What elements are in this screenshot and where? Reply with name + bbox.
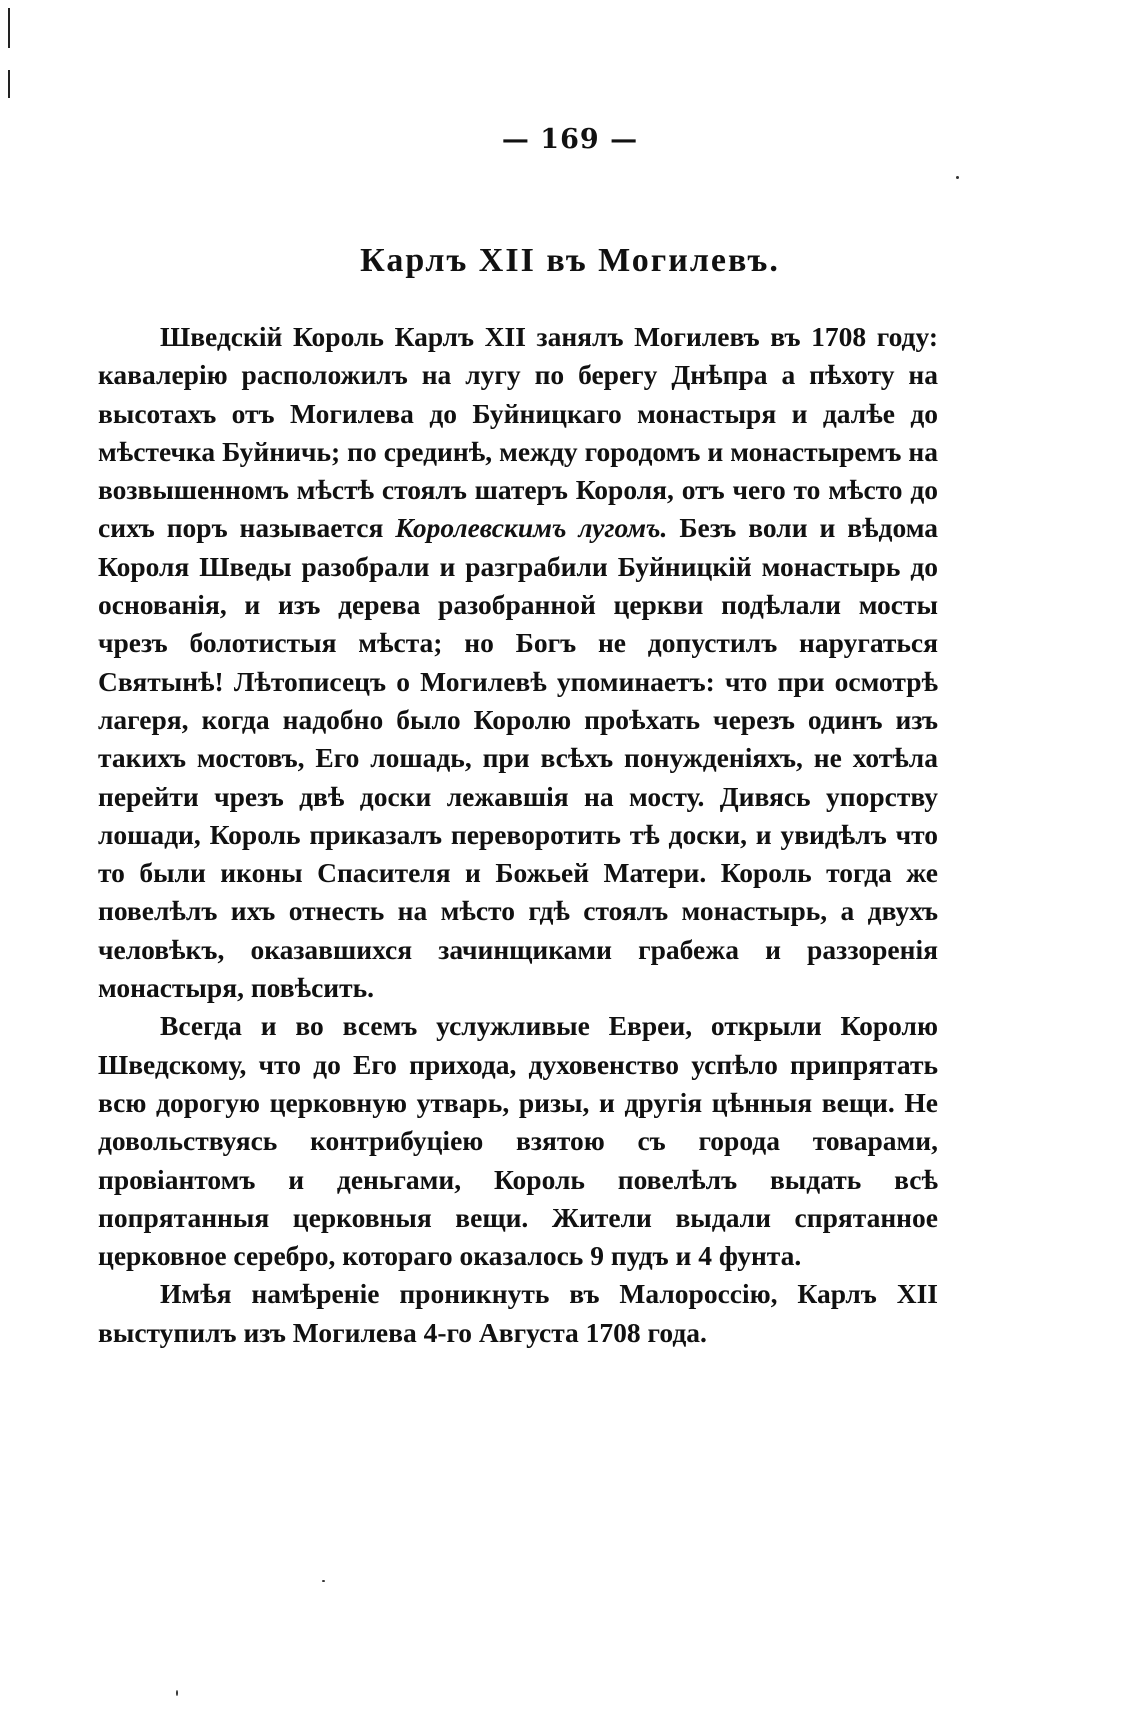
paragraph-3: Имѣя намѣреніе проникнуть въ Малороссію, Карлъ XII выступилъ изъ Могилева 4-го Августа 1708 года. (98, 1278, 938, 1348)
scan-edge-mark (8, 8, 10, 48)
scan-speck (176, 1690, 178, 1696)
paragraph-1-text-b: Безъ воли и вѣдома Короля Шведы разобрали и разграбили Буйницкій монастырь до основанія, и изъ дерева разобранной церкви подѣлали мосты чрезъ болотистыя мѣста; но Богъ не допустилъ наругаться Святынѣ! Лѣтописецъ о Могилевѣ упоминаетъ: что при осмотрѣ лагеря, когда надобно было Королю проѣхать черезъ одинъ изъ такихъ мостовъ, Его лошадь, при всѣхъ понужденіяхъ, не хотѣла перейти чрезъ двѣ доски лежавшія на мосту. Дивясь упорству лошади, Король приказалъ переворотить тѣ доски, и увидѣлъ что то были иконы Спасителя и Божьей Матери. Король тогда же повелѣлъ ихъ отнесть на мѣсто гдѣ стоялъ монастырь, а двухъ человѣкъ, оказавшихся зачинщиками грабежа и раззоренія монастыря, повѣсить. (98, 512, 938, 1004)
paragraph-2: Всегда и во всемъ услужливые Евреи, открыли Королю Шведскому, что до Его прихода, духовенство успѣло припрятать всю дорогую церковную утварь, ризы, и другія цѣнныя вещи. Не довольствуясь контрибуціею взятою съ города товарами, провіантомъ и деньгами, Король повелѣлъ выдать всѣ попрятанныя церковныя вещи. Жители выдали спрятанное церковное серебро, котораго оказалось 9 пудъ и 4 фунта. (98, 1010, 938, 1272)
paragraph-1-italic-phrase: Королевскимъ лугомъ. (395, 512, 668, 544)
scan-speck (322, 1580, 325, 1582)
chapter-title: Карлъ XII въ Могилевъ. (360, 242, 780, 279)
scan-edge-mark (8, 70, 10, 98)
paragraph-1 (98, 318, 938, 1007)
body-text (98, 318, 938, 1352)
page-number: — 169 — (501, 124, 639, 155)
paragraph-1-text-a: Шведскій Король Карлъ XII занялъ Могилевъ въ 1708 году: кавалерію расположилъ на лугу по берегу Днѣпра а пѣхоту на высотахъ отъ Могилева до Буйницкаго монастыря и далѣе до мѣстечка Буйничь; по срединѣ, между городомъ и монастыремъ на возвышенномъ мѣстѣ стоялъ шатеръ Короля, отъ чего то мѣсто до сихъ поръ называется (98, 321, 938, 544)
scan-speck (956, 176, 959, 179)
